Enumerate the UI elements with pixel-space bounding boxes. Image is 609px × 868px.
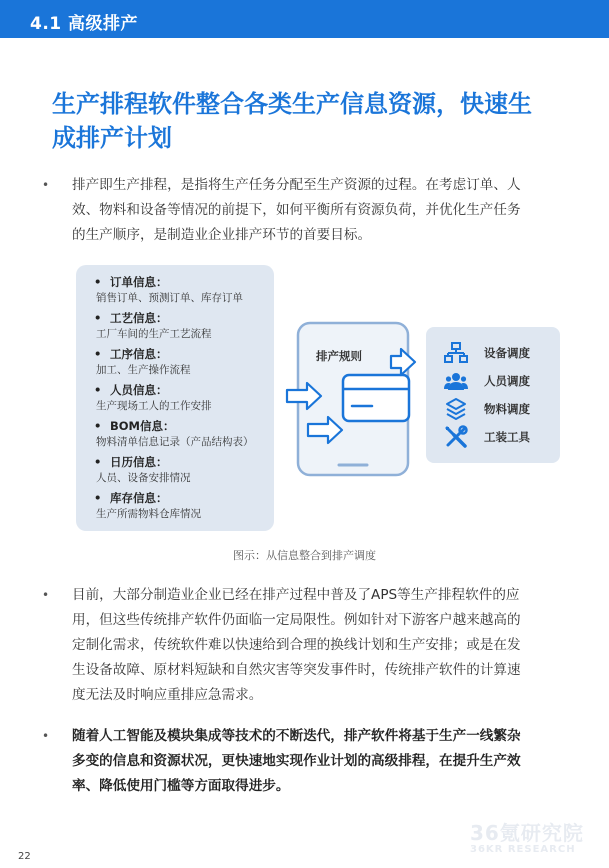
result-item xyxy=(444,397,560,421)
scheduling-diagram xyxy=(76,265,562,533)
scheduling-rules-label: 排产规则 xyxy=(316,349,362,363)
paragraph-1 xyxy=(72,173,572,248)
paragraph-line: 生设备故障、原材料短缺和自然灾害等突发事件时，传统排产软件的计算速 xyxy=(72,662,521,678)
paragraph-line: 率、降低使用门槛等方面取得进步。 xyxy=(72,778,290,794)
org-chart-icon xyxy=(444,341,468,365)
paragraph-line: 目前，大部分制造业企业已经在排产过程中普及了APS等生产排程软件的应 xyxy=(72,587,520,603)
bullet-icon: • xyxy=(94,383,102,397)
bullet-icon: • xyxy=(94,311,102,325)
figure-caption: 图示：从信息整合到排产调度 xyxy=(233,549,376,562)
paragraph-line: 用，但这些传统排产软件仍面临一定局限性。例如针对下游客户越来越高的 xyxy=(72,612,521,628)
info-item-title: 日历信息： xyxy=(110,455,168,469)
watermark-subtext: 36KR RESEARCH xyxy=(470,844,576,855)
paragraph-line: 排产即生产排程，是指将生产任务分配至生产资源的过程。在考虑订单、人 xyxy=(72,177,521,193)
bullet-icon: • xyxy=(94,347,102,361)
tools-icon xyxy=(444,425,468,449)
info-item-desc: 物料清单信息记录（产品结构表） xyxy=(96,436,254,448)
info-item-desc: 生产现场工人的工作安排 xyxy=(96,400,212,412)
info-item-desc: 生产所需物料仓库情况 xyxy=(96,508,201,520)
info-item-desc: 销售订单、预测订单、库存订单 xyxy=(96,292,243,304)
card-icon xyxy=(343,375,409,421)
bullet-icon: • xyxy=(94,275,102,289)
result-label: 设备调度 xyxy=(484,346,530,360)
watermark-text: 36氪研究院 xyxy=(470,821,584,845)
bullet-icon: • xyxy=(42,729,50,743)
result-item xyxy=(444,369,560,393)
watermark-logo xyxy=(470,822,600,856)
people-icon xyxy=(444,369,468,393)
info-item-desc: 工厂车间的生产工艺流程 xyxy=(96,328,212,340)
paragraph-3 xyxy=(72,724,572,799)
paragraph-line: 多变的信息和资源状况，更快速地实现作业计划的高级排程，在提升生产效 xyxy=(72,753,521,769)
info-item-title: BOM信息： xyxy=(110,419,175,433)
result-label: 物料调度 xyxy=(484,402,530,416)
paragraph-line: 定制化需求，传统软件难以快速给到合理的换线计划和生产安排；或是在发 xyxy=(72,637,521,653)
info-item-desc: 加工、生产操作流程 xyxy=(96,364,191,376)
paragraph-line: 度无法及时响应重排应急需求。 xyxy=(72,687,263,703)
main-title xyxy=(52,87,562,155)
page-number: 22 xyxy=(18,851,31,862)
layers-icon xyxy=(444,397,468,421)
bullet-icon: • xyxy=(94,419,102,433)
bullet-icon: • xyxy=(94,491,102,505)
result-item xyxy=(444,341,560,365)
paragraph-line: 随着人工智能及模块集成等技术的不断迭代，排产软件将基于生产一线繁杂 xyxy=(72,728,521,744)
scheduling-results-panel xyxy=(426,327,560,463)
info-item-title: 人员信息： xyxy=(110,383,168,397)
info-item-title: 工艺信息： xyxy=(110,311,168,325)
info-item-title: 工序信息： xyxy=(110,347,168,361)
info-item-title: 订单信息： xyxy=(110,275,168,289)
bullet-icon: • xyxy=(42,588,50,602)
info-item-desc: 人员、设备安排情况 xyxy=(96,472,191,484)
result-item xyxy=(444,425,560,449)
paragraph-line: 效、物料和设备等情况的前提下，如何平衡所有资源负荷，并优化生产任务 xyxy=(72,202,521,218)
info-item-title: 库存信息： xyxy=(110,491,168,505)
main-title-line: 生产排程软件整合各类生产信息资源，快速生 xyxy=(52,90,532,118)
bullet-icon: • xyxy=(94,455,102,469)
result-label: 工装工具 xyxy=(484,430,530,444)
result-label: 人员调度 xyxy=(484,374,530,388)
paragraph-2 xyxy=(72,583,572,708)
bullet-icon: • xyxy=(42,178,50,192)
section-title: 4.1 高级排产 xyxy=(30,14,139,34)
section-header-bar xyxy=(0,0,609,38)
paragraph-line: 的生产顺序，是制造业企业排产环节的首要目标。 xyxy=(72,227,372,243)
main-title-line: 成排产计划 xyxy=(52,124,172,152)
